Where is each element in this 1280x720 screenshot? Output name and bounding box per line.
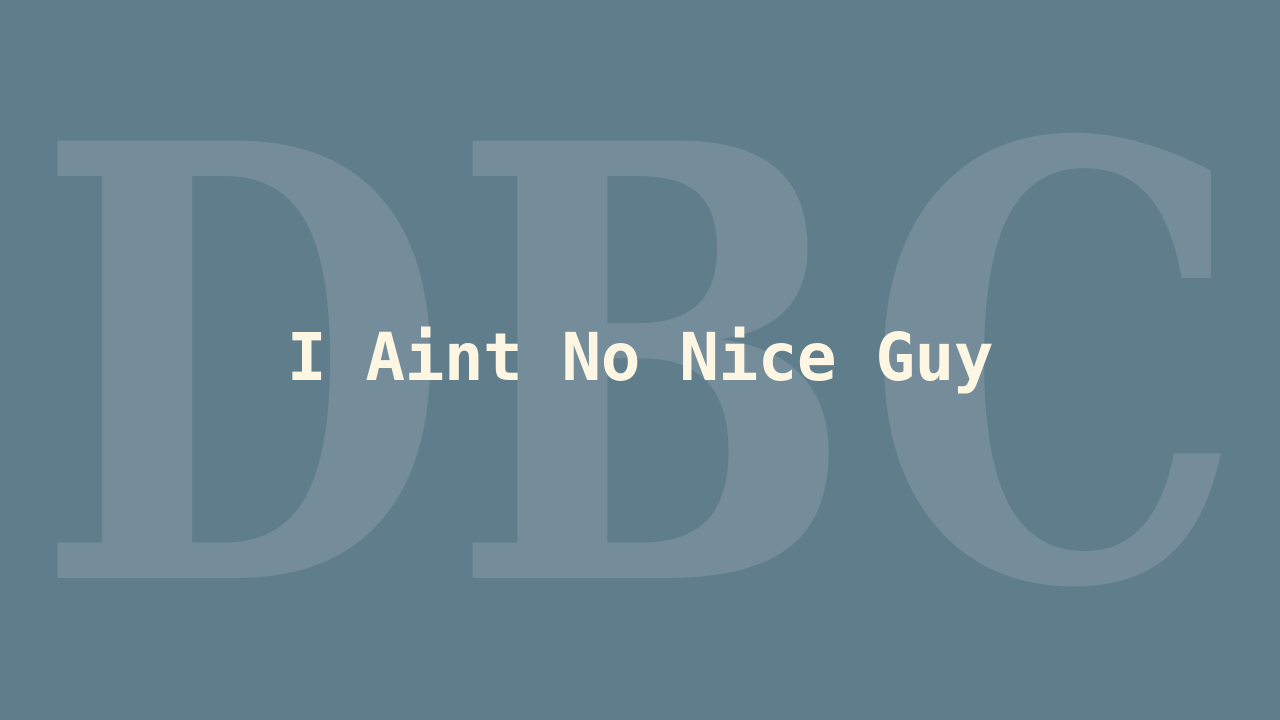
page-title: I Aint No Nice Guy (286, 319, 994, 396)
monogram-letters: DBC (35, 15, 1245, 720)
